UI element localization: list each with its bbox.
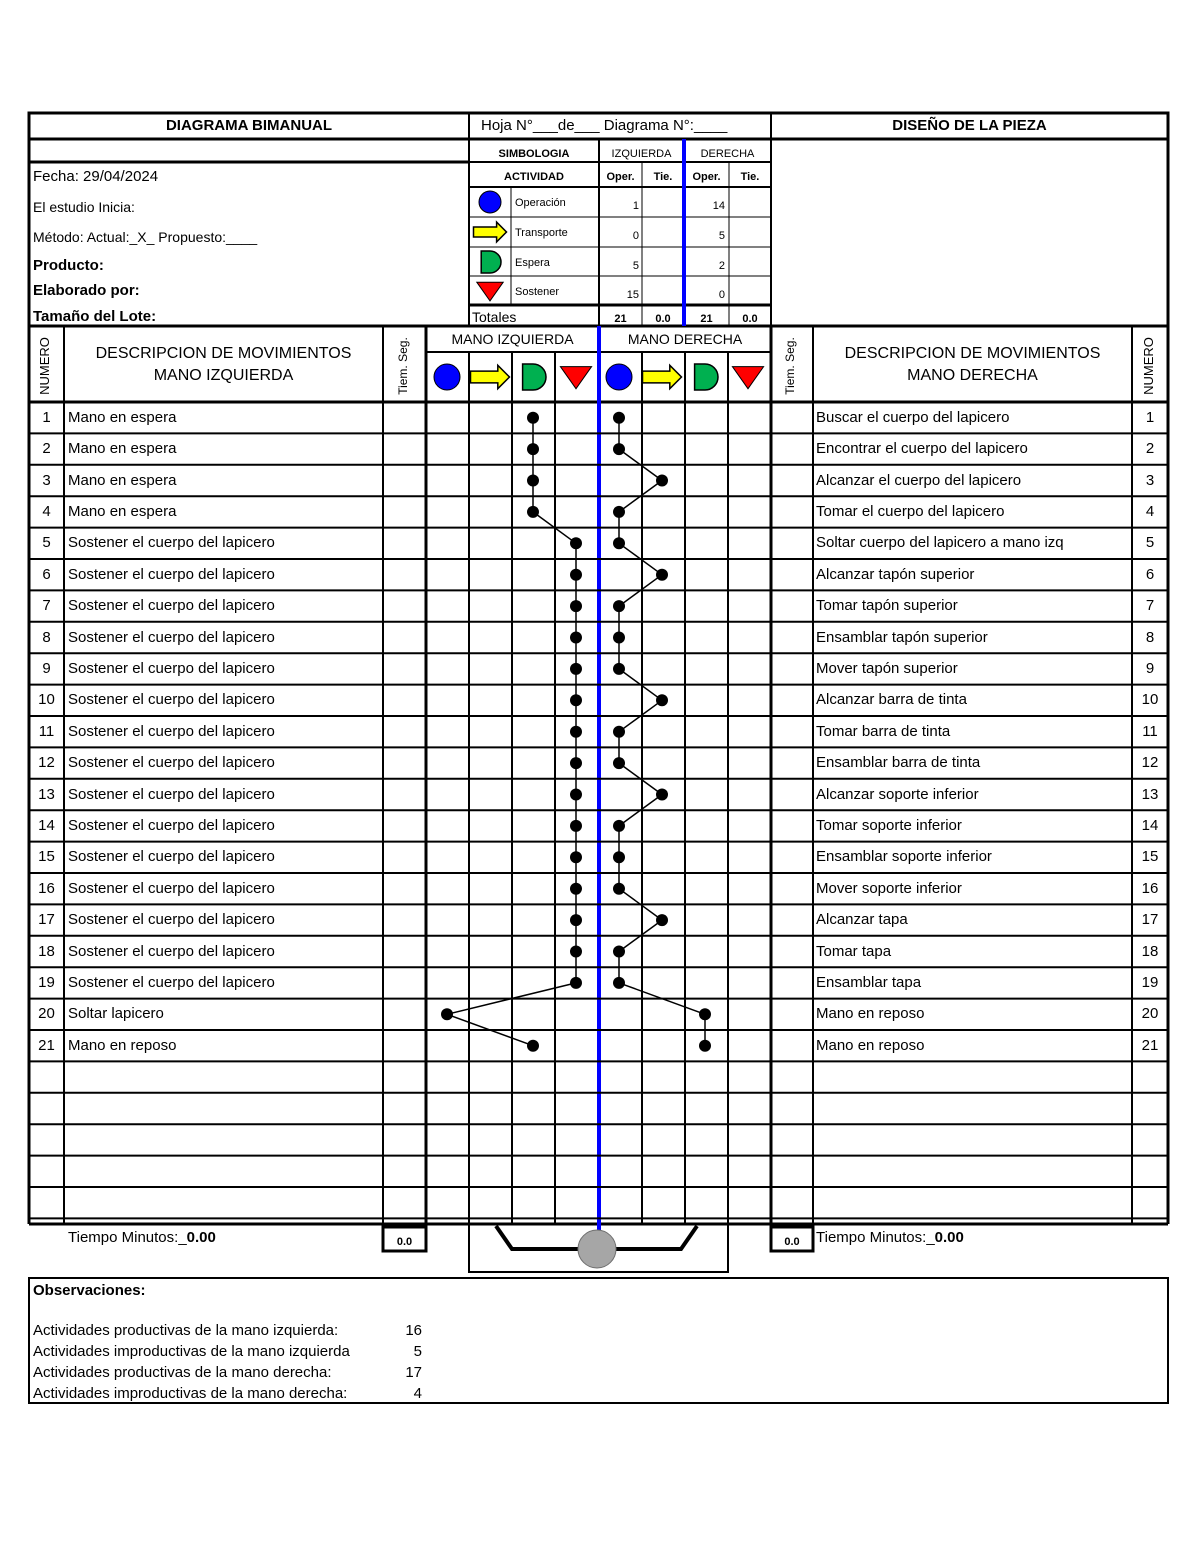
left-hand-dot xyxy=(570,694,582,706)
circle-icon xyxy=(479,191,501,213)
legend-left-count: 5 xyxy=(632,260,639,272)
row-number-left: 2 xyxy=(42,440,51,458)
right-hand-dot xyxy=(699,1040,711,1052)
row-number-left: 19 xyxy=(38,973,55,991)
row-number-right: 21 xyxy=(1141,1036,1159,1054)
tie-left-label: Tie. xyxy=(653,171,673,183)
row-number-left: 1 xyxy=(42,408,51,426)
row-number-right: 9 xyxy=(1145,659,1155,677)
right-hand-dot xyxy=(656,569,668,581)
row-desc-left: Sostener el cuerpo del lapicero xyxy=(68,691,275,709)
row-desc-right: Alcanzar tapón superior xyxy=(816,565,975,583)
left-hand-dot xyxy=(570,726,582,738)
row-desc-left: Sostener el cuerpo del lapicero xyxy=(68,816,275,834)
observaciones-title: Observaciones: xyxy=(33,1282,146,1299)
row-number-right: 12 xyxy=(1141,754,1159,772)
row-desc-left: Sostener el cuerpo del lapicero xyxy=(68,973,275,991)
row-number-right: 15 xyxy=(1141,848,1159,866)
observacion-value: 5 xyxy=(413,1343,422,1360)
oper-left-label: Oper. xyxy=(606,171,635,183)
right-hand-dot xyxy=(613,820,625,832)
tiempo-box-left: 0.0 xyxy=(396,1236,413,1248)
legend-left-count: 15 xyxy=(626,289,639,301)
row-desc-right: Soltar cuerpo del lapicero a mano izq xyxy=(816,534,1064,552)
row-number-right: 3 xyxy=(1145,471,1155,489)
left-hand-dot xyxy=(527,412,539,424)
row-number-right: 18 xyxy=(1141,942,1159,960)
right-hand-dot xyxy=(613,600,625,612)
right-hand-dot xyxy=(613,443,625,455)
row-number-left: 4 xyxy=(42,502,51,520)
right-hand-dot xyxy=(613,757,625,769)
row-number-left: 13 xyxy=(38,785,55,803)
circle-icon xyxy=(434,364,460,390)
row-number-left: 8 xyxy=(42,628,51,646)
row-number-right: 14 xyxy=(1141,816,1159,834)
row-desc-left: Sostener el cuerpo del lapicero xyxy=(68,754,275,772)
row-number-right: 17 xyxy=(1141,911,1159,929)
row-number-left: 15 xyxy=(38,848,55,866)
derecha-label: DERECHA xyxy=(700,148,755,160)
row-desc-right: Mover soporte inferior xyxy=(816,879,962,897)
row-desc-right: Ensamblar tapón superior xyxy=(816,628,988,646)
total-oper-right: 21 xyxy=(700,313,713,325)
circle-icon xyxy=(606,364,632,390)
row-desc-left: Sostener el cuerpo del lapicero xyxy=(68,722,275,740)
row-number-left: 12 xyxy=(38,754,55,772)
total-oper-left: 21 xyxy=(614,313,627,325)
legend-label: Espera xyxy=(515,257,550,269)
row-desc-left: Sostener el cuerpo del lapicero xyxy=(68,911,275,929)
left-hand-dot xyxy=(570,977,582,989)
row-desc-left: Sostener el cuerpo del lapicero xyxy=(68,597,275,615)
row-desc-left: Sostener el cuerpo del lapicero xyxy=(68,534,275,552)
row-number-left: 5 xyxy=(42,534,51,552)
right-hand-dot xyxy=(613,537,625,549)
desc-left-header-2: MANO IZQUIERDA xyxy=(153,367,294,384)
left-hand-dot xyxy=(570,883,582,895)
row-number-right: 5 xyxy=(1145,534,1155,552)
legend-label: Sostener xyxy=(515,286,560,298)
legend-right-count: 14 xyxy=(712,200,725,212)
desc-left-header: DESCRIPCION DE MOVIMIENTOS xyxy=(95,345,352,362)
row-number-left: 17 xyxy=(38,911,55,929)
right-hand-dot xyxy=(613,946,625,958)
observacion-label: Actividades improductivas de la mano izquierda xyxy=(33,1343,350,1360)
arrow-icon xyxy=(471,365,510,388)
row-number-right: 7 xyxy=(1145,597,1155,615)
observacion-value: 17 xyxy=(405,1364,422,1381)
row-number-right: 2 xyxy=(1145,440,1155,458)
left-hand-dot xyxy=(441,1008,453,1020)
row-desc-left: Sostener el cuerpo del lapicero xyxy=(68,628,275,646)
row-desc-left: Sostener el cuerpo del lapicero xyxy=(68,565,275,583)
row-desc-right: Alcanzar tapa xyxy=(816,911,908,929)
row-desc-right: Mano en reposo xyxy=(816,1036,925,1054)
triangle-icon xyxy=(560,367,591,389)
d-shape-icon xyxy=(481,251,501,273)
d-shape-icon xyxy=(695,364,718,390)
row-desc-left: Mano en espera xyxy=(68,502,177,520)
row-number-right: 13 xyxy=(1141,785,1159,803)
row-desc-left: Sostener el cuerpo del lapicero xyxy=(68,942,275,960)
left-hand-dot xyxy=(527,443,539,455)
row-number-right: 11 xyxy=(1142,722,1158,740)
row-desc-right: Buscar el cuerpo del lapicero xyxy=(816,408,1010,426)
right-hand-dot xyxy=(613,977,625,989)
tiempo-header-left: Tiem. Seg. xyxy=(396,337,410,395)
left-hand-dot xyxy=(570,851,582,863)
row-number-right: 4 xyxy=(1145,502,1155,520)
tiempo-box-right: 0.0 xyxy=(784,1236,800,1248)
elaborado-label: Elaborado por: xyxy=(33,282,140,299)
row-number-right: 6 xyxy=(1145,565,1155,583)
actividad-label: ACTIVIDAD xyxy=(504,171,564,183)
row-desc-right: Ensamblar tapa xyxy=(816,973,922,991)
row-desc-left: Sostener el cuerpo del lapicero xyxy=(68,785,275,803)
legend-right-count: 5 xyxy=(718,230,725,242)
tiempo-header-right: Tiem. Seg. xyxy=(783,337,797,395)
row-desc-right: Tomar soporte inferior xyxy=(816,816,962,834)
left-hand-dot xyxy=(570,757,582,769)
row-desc-right: Alcanzar barra de tinta xyxy=(816,691,967,709)
row-desc-right: Ensamblar barra de tinta xyxy=(816,754,981,772)
row-number-left: 11 xyxy=(38,722,55,740)
left-hand-dot xyxy=(570,789,582,801)
legend-right-count: 0 xyxy=(718,289,725,301)
row-desc-left: Mano en espera xyxy=(68,408,177,426)
desc-right-header: DESCRIPCION DE MOVIMIENTOS xyxy=(844,345,1101,362)
row-number-left: 21 xyxy=(38,1036,55,1054)
row-number-left: 18 xyxy=(38,942,55,960)
desc-right-header-2: MANO DERECHA xyxy=(907,367,1038,384)
right-hand-dot xyxy=(613,726,625,738)
metodo-label: Método: Actual:_X_ Propuesto:____ xyxy=(33,229,258,245)
triangle-icon xyxy=(477,282,503,301)
row-desc-right: Alcanzar soporte inferior xyxy=(816,785,979,803)
row-desc-right: Ensamblar soporte inferior xyxy=(816,848,992,866)
row-desc-right: Tomar tapón superior xyxy=(816,597,958,615)
row-number-left: 3 xyxy=(42,471,51,489)
right-hand-dot xyxy=(613,506,625,518)
row-number-left: 9 xyxy=(42,659,51,677)
row-desc-right: Encontrar el cuerpo del lapicero xyxy=(816,440,1028,458)
row-desc-left: Mano en espera xyxy=(68,440,177,458)
sheet-info: Hoja N°___de___ Diagrama N°:____ xyxy=(481,117,728,134)
diagram-title: DIAGRAMA BIMANUAL xyxy=(165,117,333,134)
row-number-right: 1 xyxy=(1145,408,1155,426)
observacion-label: Actividades productivas de la mano izquierda: xyxy=(33,1322,339,1339)
row-number-right: 20 xyxy=(1141,1005,1159,1023)
row-desc-left: Sostener el cuerpo del lapicero xyxy=(68,879,275,897)
row-number-left: 14 xyxy=(38,816,55,834)
d-shape-icon xyxy=(523,364,546,390)
row-number-right: 8 xyxy=(1145,628,1155,646)
left-hand-dot xyxy=(570,663,582,675)
numero-header-right: NUMERO xyxy=(1141,337,1156,395)
row-desc-right: Tomar barra de tinta xyxy=(816,722,951,740)
design-title: DISEÑO DE LA PIEZA xyxy=(892,117,1047,134)
row-number-right: 10 xyxy=(1141,691,1159,709)
left-hand-dot xyxy=(527,1040,539,1052)
row-desc-right: Tomar el cuerpo del lapicero xyxy=(816,502,1005,520)
left-hand-dot xyxy=(570,569,582,581)
total-tie-right: 0.0 xyxy=(742,313,758,325)
arrow-icon xyxy=(474,222,507,242)
tie-right-label: Tie. xyxy=(740,171,760,183)
right-hand-dot xyxy=(699,1008,711,1020)
row-number-left: 6 xyxy=(42,565,51,583)
right-hand-dot xyxy=(613,632,625,644)
simbologia-label: SIMBOLOGIA xyxy=(498,148,570,160)
estudio-label: El estudio Inicia: xyxy=(33,199,135,215)
right-hand-dot xyxy=(656,914,668,926)
oper-right-label: Oper. xyxy=(692,171,721,183)
totales-label: Totales xyxy=(472,309,517,325)
fecha-label: Fecha: 29/04/2024 xyxy=(33,168,159,185)
legend-left-count: 1 xyxy=(632,200,639,212)
izquierda-label: IZQUIERDA xyxy=(611,148,672,160)
row-number-right: 19 xyxy=(1141,973,1159,991)
row-desc-left: Mano en reposo xyxy=(68,1036,177,1054)
right-hand-dot xyxy=(656,789,668,801)
left-hand-dot xyxy=(527,506,539,518)
row-desc-left: Soltar lapicero xyxy=(68,1005,164,1023)
row-desc-left: Sostener el cuerpo del lapicero xyxy=(68,659,275,677)
observacion-value: 16 xyxy=(405,1322,422,1339)
right-hand-dot xyxy=(656,694,668,706)
right-hand-dot xyxy=(656,475,668,487)
row-number-left: 10 xyxy=(38,691,55,709)
observacion-label: Actividades improductivas de la mano derecha: xyxy=(33,1385,348,1402)
right-hand-dot xyxy=(613,851,625,863)
left-hand-dot xyxy=(570,632,582,644)
total-tie-left: 0.0 xyxy=(655,313,671,325)
legend-label: Transporte xyxy=(515,227,568,239)
right-hand-dot xyxy=(613,412,625,424)
left-hand-dot xyxy=(570,600,582,612)
row-desc-right: Mano en reposo xyxy=(816,1005,925,1023)
tiempo-minutos-left: Tiempo Minutos:_0.00 xyxy=(68,1229,216,1246)
left-hand-dot xyxy=(570,946,582,958)
producto-label: Producto: xyxy=(33,257,104,274)
row-number-left: 20 xyxy=(38,1005,55,1023)
row-number-left: 16 xyxy=(38,879,55,897)
left-hand-dot xyxy=(527,475,539,487)
right-hand-dot xyxy=(613,883,625,895)
mano-izq-header: MANO IZQUIERDA xyxy=(451,331,574,347)
row-number-right: 16 xyxy=(1141,879,1159,897)
mano-der-header: MANO DERECHA xyxy=(627,331,743,347)
tiempo-minutos-right: Tiempo Minutos:_0.00 xyxy=(816,1229,964,1246)
legend-right-count: 2 xyxy=(718,260,725,272)
row-number-left: 7 xyxy=(42,597,51,615)
row-desc-right: Mover tapón superior xyxy=(816,659,958,677)
left-hand-dot xyxy=(570,537,582,549)
left-hand-dot xyxy=(570,820,582,832)
row-desc-right: Alcanzar el cuerpo del lapicero xyxy=(816,471,1022,489)
row-desc-left: Sostener el cuerpo del lapicero xyxy=(68,848,275,866)
lote-label: Tamaño del Lote: xyxy=(33,308,157,325)
legend-label: Operación xyxy=(515,197,566,209)
triangle-icon xyxy=(732,367,763,389)
observacion-label: Actividades productivas de la mano derecha: xyxy=(33,1364,332,1381)
legend-left-count: 0 xyxy=(632,230,639,242)
left-hand-dot xyxy=(570,914,582,926)
right-hand-dot xyxy=(613,663,625,675)
row-desc-right: Tomar tapa xyxy=(816,942,892,960)
row-desc-left: Mano en espera xyxy=(68,471,177,489)
arrow-icon xyxy=(643,365,682,388)
observacion-value: 4 xyxy=(413,1385,422,1402)
numero-header-left: NUMERO xyxy=(37,337,52,395)
